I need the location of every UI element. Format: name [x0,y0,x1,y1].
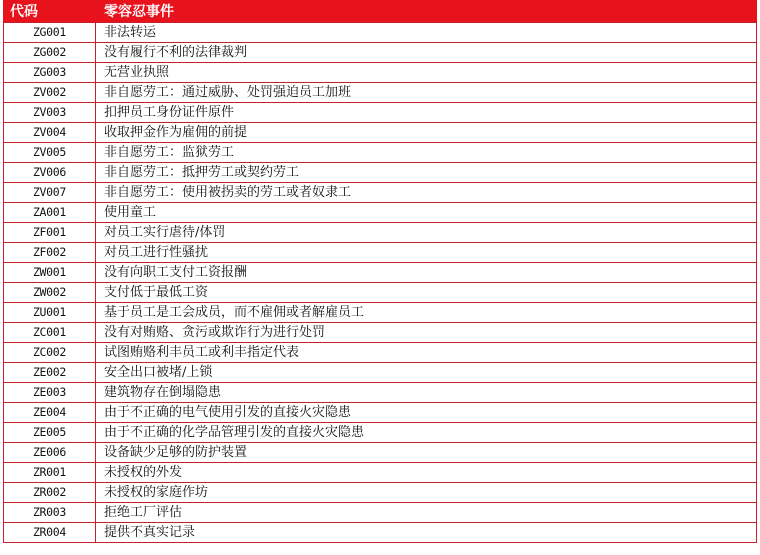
table-row [4,443,757,463]
table-row [4,183,757,203]
row-code: ZW002 [4,283,96,303]
row-description: 设备缺少足够的防护装置 [96,443,757,463]
row-code: ZE003 [4,383,96,403]
row-code: ZF001 [4,223,96,243]
zero-tolerance-table [3,0,757,543]
table-row [4,203,757,223]
table-row [4,63,757,83]
row-code: ZV007 [4,183,96,203]
row-description: 支付低于最低工资 [96,283,757,303]
row-code: ZC001 [4,323,96,343]
row-description: 拒绝工厂评估 [96,503,757,523]
row-description: 无营业执照 [96,63,757,83]
row-description: 未授权的家庭作坊 [96,483,757,503]
row-description: 收取押金作为雇佣的前提 [96,123,757,143]
table-row [4,163,757,183]
table-row [4,43,757,63]
row-description: 扣押员工身份证件原件 [96,103,757,123]
row-description: 安全出口被堵/上锁 [96,363,757,383]
row-code: ZR001 [4,463,96,483]
header-code: 代码 [4,0,96,23]
row-code: ZC002 [4,343,96,363]
row-code: ZV006 [4,163,96,183]
row-description: 建筑物存在倒塌隐患 [96,383,757,403]
row-code: ZG001 [4,23,96,43]
table-row [4,383,757,403]
row-description: 对员工实行虐待/体罚 [96,223,757,243]
row-description: 提供不真实记录 [96,523,757,543]
table-row [4,463,757,483]
row-code: ZG003 [4,63,96,83]
row-description: 使用童工 [96,203,757,223]
row-code: ZG002 [4,43,96,63]
row-description: 非自愿劳工：通过威胁、处罚强迫员工加班 [96,83,757,103]
table-row [4,503,757,523]
row-description: 没有向职工支付工资报酬 [96,263,757,283]
row-description: 由于不正确的化学品管理引发的直接火灾隐患 [96,423,757,443]
row-description: 非自愿劳工：抵押劳工或契约劳工 [96,163,757,183]
table-body [4,23,757,543]
row-code: ZE002 [4,363,96,383]
row-code: ZV002 [4,83,96,103]
row-code: ZV003 [4,103,96,123]
table-row [4,363,757,383]
row-description: 非自愿劳工：监狱劳工 [96,143,757,163]
row-code: ZV004 [4,123,96,143]
row-description: 非自愿劳工：使用被拐卖的劳工或者奴隶工 [96,183,757,203]
table-row [4,303,757,323]
table-row [4,523,757,543]
row-code: ZE004 [4,403,96,423]
row-code: ZE006 [4,443,96,463]
table-row [4,283,757,303]
table-row [4,223,757,243]
row-code: ZU001 [4,303,96,323]
row-description: 基于员工是工会成员，而不雇佣或者解雇员工 [96,303,757,323]
table-row [4,403,757,423]
row-code: ZV005 [4,143,96,163]
row-code: ZR004 [4,523,96,543]
table-row [4,143,757,163]
row-description: 试图贿赂利丰员工或利丰指定代表 [96,343,757,363]
table-row [4,123,757,143]
table-row [4,483,757,503]
row-description: 没有对贿赂、贪污或欺诈行为进行处罚 [96,323,757,343]
table-row [4,83,757,103]
row-code: ZW001 [4,263,96,283]
row-description: 没有履行不利的法律裁判 [96,43,757,63]
row-description: 对员工进行性骚扰 [96,243,757,263]
row-code: ZA001 [4,203,96,223]
table-row [4,343,757,363]
table-row [4,243,757,263]
row-code: ZR003 [4,503,96,523]
row-description: 未授权的外发 [96,463,757,483]
row-description: 由于不正确的电气使用引发的直接火灾隐患 [96,403,757,423]
row-code: ZR002 [4,483,96,503]
table-row [4,323,757,343]
row-code: ZF002 [4,243,96,263]
table-row [4,103,757,123]
row-description: 非法转运 [96,23,757,43]
table-row [4,23,757,43]
row-code: ZE005 [4,423,96,443]
header-event: 零容忍事件 [96,0,757,23]
table-header-row [4,0,757,23]
table-row [4,423,757,443]
table-row [4,263,757,283]
